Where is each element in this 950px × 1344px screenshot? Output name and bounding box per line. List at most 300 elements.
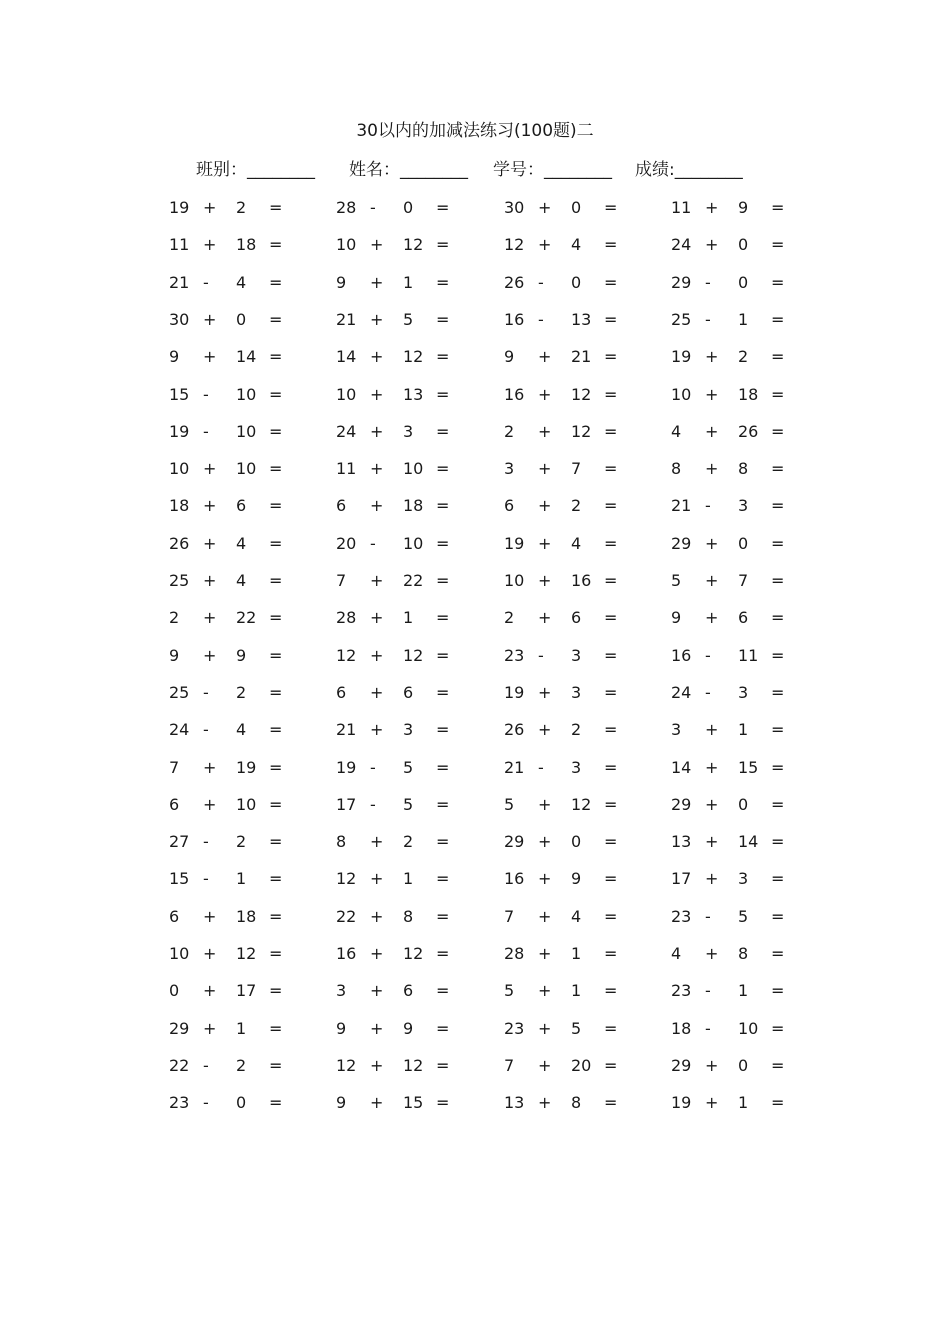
operator-sign: + bbox=[538, 1093, 552, 1112]
first-operand: 10 bbox=[336, 385, 357, 404]
second-operand: 12 bbox=[403, 1056, 424, 1075]
math-problem bbox=[504, 532, 654, 556]
equals-sign: = bbox=[771, 720, 785, 739]
first-operand: 25 bbox=[169, 571, 190, 590]
second-operand: 20 bbox=[571, 1056, 592, 1075]
operator-sign: + bbox=[705, 1056, 719, 1075]
second-operand: 1 bbox=[738, 310, 749, 329]
first-operand: 6 bbox=[169, 795, 180, 814]
first-operand: 21 bbox=[169, 273, 190, 292]
equals-sign: = bbox=[771, 832, 785, 851]
operator-sign: - bbox=[538, 646, 544, 665]
first-operand: 21 bbox=[336, 310, 357, 329]
operator-sign: - bbox=[370, 758, 376, 777]
first-operand: 5 bbox=[504, 981, 515, 1000]
first-operand: 29 bbox=[671, 1056, 692, 1075]
first-operand: 11 bbox=[169, 235, 190, 254]
first-operand: 6 bbox=[169, 907, 180, 926]
math-problem bbox=[169, 494, 319, 518]
math-problem bbox=[671, 979, 821, 1003]
equals-sign: = bbox=[269, 496, 283, 515]
first-operand: 20 bbox=[336, 534, 357, 553]
operator-sign: - bbox=[538, 273, 544, 292]
math-problem bbox=[504, 867, 654, 891]
first-operand: 10 bbox=[169, 459, 190, 478]
equals-sign: = bbox=[771, 907, 785, 926]
second-operand: 0 bbox=[403, 198, 414, 217]
operator-sign: + bbox=[203, 907, 217, 926]
equals-sign: = bbox=[436, 534, 450, 553]
math-problem bbox=[169, 1054, 319, 1078]
operator-sign: - bbox=[705, 273, 711, 292]
first-operand: 23 bbox=[504, 1019, 525, 1038]
first-operand: 18 bbox=[671, 1019, 692, 1038]
second-operand: 5 bbox=[403, 310, 414, 329]
operator-sign: + bbox=[538, 385, 552, 404]
operator-sign: - bbox=[203, 683, 209, 702]
operator-sign: + bbox=[203, 981, 217, 1000]
operator-sign: + bbox=[203, 534, 217, 553]
first-operand: 9 bbox=[336, 273, 347, 292]
second-operand: 5 bbox=[571, 1019, 582, 1038]
math-problem bbox=[671, 756, 821, 780]
math-problem bbox=[169, 905, 319, 929]
operator-sign: + bbox=[538, 534, 552, 553]
second-operand: 12 bbox=[403, 235, 424, 254]
first-operand: 13 bbox=[504, 1093, 525, 1112]
equals-sign: = bbox=[269, 608, 283, 627]
first-operand: 12 bbox=[336, 869, 357, 888]
first-operand: 11 bbox=[336, 459, 357, 478]
equals-sign: = bbox=[436, 496, 450, 515]
operator-sign: + bbox=[538, 496, 552, 515]
math-problem bbox=[336, 867, 486, 891]
equals-sign: = bbox=[604, 869, 618, 888]
operator-sign: + bbox=[370, 907, 384, 926]
math-problem bbox=[504, 793, 654, 817]
operator-sign: + bbox=[370, 646, 384, 665]
second-operand: 16 bbox=[571, 571, 592, 590]
operator-sign: + bbox=[370, 1093, 384, 1112]
equals-sign: = bbox=[436, 907, 450, 926]
second-operand: 0 bbox=[236, 310, 247, 329]
math-problem bbox=[671, 718, 821, 742]
math-problem bbox=[504, 271, 654, 295]
operator-sign: + bbox=[705, 832, 719, 851]
first-operand: 19 bbox=[169, 198, 190, 217]
operator-sign: + bbox=[203, 198, 217, 217]
math-problem bbox=[169, 718, 319, 742]
operator-sign: + bbox=[370, 981, 384, 1000]
first-operand: 10 bbox=[336, 235, 357, 254]
math-problem bbox=[671, 644, 821, 668]
equals-sign: = bbox=[269, 981, 283, 1000]
math-problem bbox=[169, 457, 319, 481]
equals-sign: = bbox=[771, 347, 785, 366]
first-operand: 7 bbox=[336, 571, 347, 590]
equals-sign: = bbox=[269, 944, 283, 963]
math-problem bbox=[504, 905, 654, 929]
equals-sign: = bbox=[436, 1056, 450, 1075]
second-operand: 6 bbox=[236, 496, 247, 515]
operator-sign: + bbox=[370, 832, 384, 851]
equals-sign: = bbox=[604, 273, 618, 292]
math-problem bbox=[169, 756, 319, 780]
math-problem bbox=[169, 1091, 319, 1115]
operator-sign: + bbox=[538, 235, 552, 254]
second-operand: 13 bbox=[571, 310, 592, 329]
operator-sign: + bbox=[705, 758, 719, 777]
math-problem bbox=[169, 271, 319, 295]
first-operand: 16 bbox=[504, 385, 525, 404]
math-problem bbox=[671, 942, 821, 966]
second-operand: 9 bbox=[236, 646, 247, 665]
equals-sign: = bbox=[269, 1019, 283, 1038]
second-operand: 6 bbox=[738, 608, 749, 627]
page-title: 30以内的加减法练习(100题)二 bbox=[356, 121, 594, 141]
first-operand: 24 bbox=[671, 683, 692, 702]
math-problem bbox=[671, 196, 821, 220]
second-operand: 3 bbox=[571, 646, 582, 665]
second-operand: 18 bbox=[236, 235, 257, 254]
operator-sign: + bbox=[370, 683, 384, 702]
operator-sign: + bbox=[705, 720, 719, 739]
operator-sign: - bbox=[203, 869, 209, 888]
equals-sign: = bbox=[771, 758, 785, 777]
operator-sign: + bbox=[538, 1056, 552, 1075]
math-problem bbox=[504, 383, 654, 407]
math-problem bbox=[671, 532, 821, 556]
math-problem bbox=[504, 756, 654, 780]
equals-sign: = bbox=[436, 869, 450, 888]
math-problem bbox=[336, 1054, 486, 1078]
first-operand: 8 bbox=[671, 459, 682, 478]
operator-sign: + bbox=[705, 795, 719, 814]
equals-sign: = bbox=[604, 981, 618, 1000]
operator-sign: + bbox=[203, 459, 217, 478]
equals-sign: = bbox=[269, 571, 283, 590]
equals-sign: = bbox=[771, 385, 785, 404]
operator-sign: + bbox=[203, 310, 217, 329]
math-problem bbox=[169, 1017, 319, 1041]
first-operand: 9 bbox=[671, 608, 682, 627]
operator-sign: + bbox=[538, 832, 552, 851]
operator-sign: + bbox=[203, 496, 217, 515]
second-operand: 17 bbox=[236, 981, 257, 1000]
first-operand: 23 bbox=[504, 646, 525, 665]
equals-sign: = bbox=[604, 907, 618, 926]
operator-sign: + bbox=[203, 347, 217, 366]
operator-sign: + bbox=[705, 198, 719, 217]
second-operand: 1 bbox=[738, 981, 749, 1000]
operator-sign: - bbox=[203, 422, 209, 441]
first-operand: 17 bbox=[671, 869, 692, 888]
equals-sign: = bbox=[269, 869, 283, 888]
first-operand: 25 bbox=[169, 683, 190, 702]
math-problem bbox=[169, 867, 319, 891]
operator-sign: + bbox=[370, 310, 384, 329]
second-operand: 2 bbox=[236, 832, 247, 851]
second-operand: 5 bbox=[403, 795, 414, 814]
second-operand: 0 bbox=[738, 795, 749, 814]
second-operand: 0 bbox=[571, 832, 582, 851]
math-problem bbox=[169, 644, 319, 668]
math-problem bbox=[336, 569, 486, 593]
first-operand: 19 bbox=[671, 347, 692, 366]
first-operand: 5 bbox=[504, 795, 515, 814]
equals-sign: = bbox=[269, 720, 283, 739]
math-problem bbox=[504, 1017, 654, 1041]
equals-sign: = bbox=[269, 198, 283, 217]
equals-sign: = bbox=[604, 720, 618, 739]
equals-sign: = bbox=[436, 795, 450, 814]
operator-sign: + bbox=[538, 720, 552, 739]
equals-sign: = bbox=[771, 646, 785, 665]
equals-sign: = bbox=[436, 981, 450, 1000]
equals-sign: = bbox=[604, 310, 618, 329]
equals-sign: = bbox=[604, 571, 618, 590]
operator-sign: + bbox=[538, 571, 552, 590]
second-operand: 0 bbox=[738, 273, 749, 292]
equals-sign: = bbox=[436, 310, 450, 329]
equals-sign: = bbox=[604, 608, 618, 627]
second-operand: 12 bbox=[403, 347, 424, 366]
math-problem bbox=[504, 457, 654, 481]
first-operand: 16 bbox=[336, 944, 357, 963]
first-operand: 21 bbox=[671, 496, 692, 515]
first-operand: 15 bbox=[169, 869, 190, 888]
first-operand: 23 bbox=[671, 981, 692, 1000]
operator-sign: + bbox=[370, 496, 384, 515]
equals-sign: = bbox=[771, 981, 785, 1000]
math-problem bbox=[336, 1017, 486, 1041]
second-operand: 3 bbox=[738, 496, 749, 515]
operator-sign: + bbox=[370, 347, 384, 366]
operator-sign: + bbox=[538, 422, 552, 441]
equals-sign: = bbox=[771, 422, 785, 441]
second-operand: 2 bbox=[236, 683, 247, 702]
equals-sign: = bbox=[269, 683, 283, 702]
operator-sign: - bbox=[705, 310, 711, 329]
equals-sign: = bbox=[436, 944, 450, 963]
first-operand: 12 bbox=[336, 646, 357, 665]
operator-sign: + bbox=[203, 758, 217, 777]
first-operand: 28 bbox=[504, 944, 525, 963]
math-problem bbox=[504, 569, 654, 593]
second-operand: 22 bbox=[403, 571, 424, 590]
equals-sign: = bbox=[269, 795, 283, 814]
equals-sign: = bbox=[436, 1093, 450, 1112]
operator-sign: + bbox=[370, 720, 384, 739]
math-problem bbox=[671, 494, 821, 518]
second-operand: 1 bbox=[236, 1019, 247, 1038]
operator-sign: + bbox=[538, 1019, 552, 1038]
equals-sign: = bbox=[436, 459, 450, 478]
math-problem bbox=[169, 793, 319, 817]
equals-sign: = bbox=[436, 1019, 450, 1038]
second-operand: 10 bbox=[236, 459, 257, 478]
second-operand: 12 bbox=[236, 944, 257, 963]
math-problem bbox=[336, 345, 486, 369]
second-operand: 3 bbox=[738, 869, 749, 888]
second-operand: 12 bbox=[571, 422, 592, 441]
operator-sign: - bbox=[203, 832, 209, 851]
first-operand: 19 bbox=[169, 422, 190, 441]
math-problem bbox=[336, 494, 486, 518]
second-operand: 12 bbox=[571, 385, 592, 404]
equals-sign: = bbox=[604, 459, 618, 478]
equals-sign: = bbox=[771, 1056, 785, 1075]
second-operand: 22 bbox=[236, 608, 257, 627]
equals-sign: = bbox=[604, 347, 618, 366]
second-operand: 0 bbox=[738, 235, 749, 254]
operator-sign: - bbox=[705, 646, 711, 665]
operator-sign: + bbox=[538, 459, 552, 478]
second-operand: 18 bbox=[403, 496, 424, 515]
first-operand: 4 bbox=[671, 422, 682, 441]
first-operand: 26 bbox=[504, 273, 525, 292]
first-operand: 10 bbox=[504, 571, 525, 590]
operator-sign: - bbox=[538, 758, 544, 777]
second-operand: 8 bbox=[571, 1093, 582, 1112]
operator-sign: + bbox=[705, 944, 719, 963]
operator-sign: + bbox=[370, 273, 384, 292]
first-operand: 18 bbox=[169, 496, 190, 515]
math-problem bbox=[336, 793, 486, 817]
first-operand: 25 bbox=[671, 310, 692, 329]
equals-sign: = bbox=[604, 235, 618, 254]
math-problem bbox=[671, 569, 821, 593]
math-problem bbox=[336, 233, 486, 257]
equals-sign: = bbox=[771, 534, 785, 553]
first-operand: 2 bbox=[504, 608, 515, 627]
operator-sign: + bbox=[538, 608, 552, 627]
operator-sign: - bbox=[705, 496, 711, 515]
equals-sign: = bbox=[269, 646, 283, 665]
first-operand: 22 bbox=[169, 1056, 190, 1075]
first-operand: 9 bbox=[336, 1093, 347, 1112]
operator-sign: - bbox=[705, 907, 711, 926]
first-operand: 3 bbox=[671, 720, 682, 739]
equals-sign: = bbox=[771, 1019, 785, 1038]
second-operand: 4 bbox=[571, 907, 582, 926]
first-operand: 14 bbox=[671, 758, 692, 777]
second-operand: 6 bbox=[403, 683, 414, 702]
first-operand: 24 bbox=[671, 235, 692, 254]
second-operand: 0 bbox=[571, 273, 582, 292]
second-operand: 12 bbox=[403, 646, 424, 665]
first-operand: 7 bbox=[169, 758, 180, 777]
first-operand: 29 bbox=[671, 273, 692, 292]
second-operand: 8 bbox=[738, 459, 749, 478]
operator-sign: + bbox=[705, 347, 719, 366]
equals-sign: = bbox=[771, 944, 785, 963]
first-operand: 10 bbox=[671, 385, 692, 404]
first-operand: 27 bbox=[169, 832, 190, 851]
first-operand: 22 bbox=[336, 907, 357, 926]
first-operand: 29 bbox=[169, 1019, 190, 1038]
math-problem bbox=[169, 383, 319, 407]
equals-sign: = bbox=[436, 347, 450, 366]
second-operand: 6 bbox=[403, 981, 414, 1000]
equals-sign: = bbox=[771, 496, 785, 515]
operator-sign: + bbox=[203, 235, 217, 254]
operator-sign: - bbox=[203, 1093, 209, 1112]
math-problem bbox=[671, 1091, 821, 1115]
equals-sign: = bbox=[436, 758, 450, 777]
first-operand: 23 bbox=[169, 1093, 190, 1112]
second-operand: 2 bbox=[571, 720, 582, 739]
equals-sign: = bbox=[771, 608, 785, 627]
first-operand: 29 bbox=[671, 795, 692, 814]
math-problem bbox=[336, 532, 486, 556]
second-operand: 4 bbox=[571, 534, 582, 553]
first-operand: 10 bbox=[169, 944, 190, 963]
first-operand: 5 bbox=[671, 571, 682, 590]
second-operand: 8 bbox=[738, 944, 749, 963]
second-operand: 26 bbox=[738, 422, 759, 441]
operator-sign: + bbox=[370, 869, 384, 888]
equals-sign: = bbox=[269, 832, 283, 851]
first-operand: 29 bbox=[671, 534, 692, 553]
math-problem bbox=[504, 942, 654, 966]
first-operand: 2 bbox=[169, 608, 180, 627]
math-problem bbox=[336, 942, 486, 966]
second-operand: 1 bbox=[571, 981, 582, 1000]
first-operand: 30 bbox=[169, 310, 190, 329]
second-operand: 0 bbox=[738, 1056, 749, 1075]
second-operand: 3 bbox=[403, 720, 414, 739]
math-problem bbox=[504, 979, 654, 1003]
first-operand: 23 bbox=[671, 907, 692, 926]
math-problem bbox=[169, 681, 319, 705]
math-problem bbox=[671, 681, 821, 705]
operator-sign: + bbox=[203, 944, 217, 963]
second-operand: 10 bbox=[236, 422, 257, 441]
equals-sign: = bbox=[604, 944, 618, 963]
first-operand: 17 bbox=[336, 795, 357, 814]
equals-sign: = bbox=[771, 1093, 785, 1112]
equals-sign: = bbox=[436, 646, 450, 665]
operator-sign: + bbox=[203, 571, 217, 590]
second-operand: 13 bbox=[403, 385, 424, 404]
math-problem bbox=[671, 905, 821, 929]
equals-sign: = bbox=[604, 496, 618, 515]
equals-sign: = bbox=[604, 1019, 618, 1038]
name-field: 姓名：________ bbox=[349, 160, 468, 180]
second-operand: 11 bbox=[738, 646, 759, 665]
math-problem bbox=[671, 830, 821, 854]
operator-sign: - bbox=[203, 720, 209, 739]
math-problem bbox=[336, 1091, 486, 1115]
equals-sign: = bbox=[436, 720, 450, 739]
second-operand: 0 bbox=[571, 198, 582, 217]
equals-sign: = bbox=[436, 608, 450, 627]
second-operand: 4 bbox=[236, 571, 247, 590]
first-operand: 16 bbox=[504, 869, 525, 888]
math-problem bbox=[671, 420, 821, 444]
first-operand: 13 bbox=[671, 832, 692, 851]
operator-sign: + bbox=[370, 459, 384, 478]
math-problem bbox=[504, 1091, 654, 1115]
second-operand: 9 bbox=[403, 1019, 414, 1038]
second-operand: 1 bbox=[236, 869, 247, 888]
second-operand: 3 bbox=[738, 683, 749, 702]
equals-sign: = bbox=[436, 683, 450, 702]
second-operand: 6 bbox=[571, 608, 582, 627]
equals-sign: = bbox=[771, 459, 785, 478]
equals-sign: = bbox=[269, 907, 283, 926]
